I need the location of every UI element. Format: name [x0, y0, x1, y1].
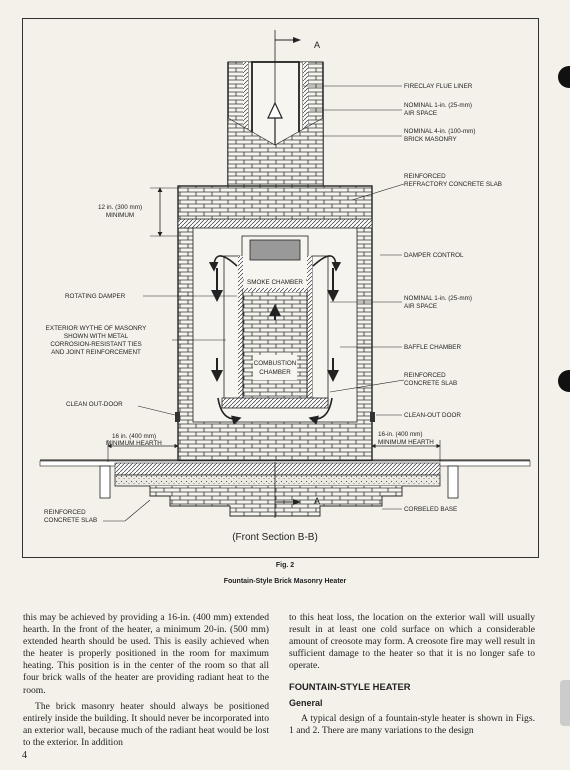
label-hearth-left-2: MINIMUM HEARTH — [106, 440, 162, 447]
paragraph: this may be achieved by providing a 16-in. (400 mm) extended hearth. In the front of the heater, a minimum 20-in. (500 mm) extended hearth should be used. This is easily achieved when the heater is properly positioned in the room for maximum heating. This position is in the center of the room so that all four brick walls of the heater are providing radiant heat to the room. — [23, 612, 269, 696]
label-corbeled-base: CORBELED BASE — [404, 506, 458, 513]
label-hearth-left-1: 16 in. (400 mm) — [112, 433, 157, 440]
label-baffle-chamber: BAFFLE CHAMBER — [404, 344, 462, 351]
section-marker-bottom-label: A — [314, 496, 321, 506]
label-concrete-slab-2: CONCRETE SLAB — [404, 380, 458, 387]
label-air-space-top-1: NOMINAL 1-in. (25-mm) — [404, 102, 472, 109]
label-hearth-right-1: 16-in. (400 mm) — [378, 431, 423, 438]
label-air-space-mid-1: NOMINAL 1-in. (25-mm) — [404, 295, 472, 302]
section-heading: FOUNTAIN-STYLE HEATER — [289, 681, 411, 693]
paragraph: A typical design of a fountain-style heater is shown in Figs. 1 and 2. There are many variations to the design — [289, 712, 535, 736]
label-min-12-2: MINIMUM — [105, 212, 135, 219]
text-column-right — [289, 612, 535, 737]
label-base-slab-2: CONCRETE SLAB — [44, 517, 98, 524]
label-combustion-2: CHAMBER — [259, 369, 291, 376]
subsection-heading: General — [289, 697, 323, 708]
paragraph: to this heat loss, the location on the exterior wall will usually result in at least one cold surface on which a considerable amount of creosote may form. A creosote fire may well result in sufficient damage to the heater so that it is no longer safe to operate. — [289, 612, 535, 672]
label-clean-out-door-right: CLEAN-OUT DOOR — [404, 412, 461, 419]
label-refractory-slab-2: REFRACTORY CONCRETE SLAB — [404, 181, 502, 188]
label-clean-out-door-left: CLEAN OUT-DOOR — [66, 401, 123, 408]
label-base-slab-1: REINFORCED — [44, 509, 86, 516]
label-wythe-1: EXTERIOR WYTHE OF MASONRY — [45, 325, 147, 332]
label-min-12-1: 12 in. (300 mm) — [97, 204, 143, 211]
paragraph: The brick masonry heater should always be positioned entirely inside the building. It should never be incorporated into an exterior wall, because much of the radiant heat would be lost to the exterior. In addition — [23, 700, 269, 748]
label-brick-masonry-1: NOMINAL 4-in. (100-mm) — [404, 128, 476, 135]
label-hearth-right-2: MINIMUM HEARTH — [378, 439, 434, 446]
label-concrete-slab-1: REINFORCED — [404, 372, 446, 379]
label-smoke-chamber: SMOKE CHAMBER — [247, 279, 303, 286]
text-column-left — [23, 612, 269, 749]
label-wythe-4: AND JOINT REINFORCEMENT — [51, 349, 141, 356]
label-damper-control: DAMPER CONTROL — [404, 252, 464, 259]
section-title: (Front Section B-B) — [232, 532, 318, 543]
figure-caption: Fountain-Style Brick Masonry Heater — [223, 578, 347, 585]
label-wythe-2: SHOWN WITH METAL — [63, 333, 129, 340]
page-tab-mark — [560, 680, 570, 726]
section-marker-top-label: A — [314, 40, 321, 50]
label-air-space-mid-2: AIR SPACE — [404, 303, 438, 310]
label-brick-masonry-2: BRICK MASONRY — [404, 136, 457, 143]
figure-number: Fig. 2 — [275, 562, 295, 569]
label-refractory-slab-1: REINFORCED — [404, 173, 446, 180]
label-rotating-damper: ROTATING DAMPER — [65, 293, 126, 300]
label-air-space-top-2: AIR SPACE — [404, 110, 438, 117]
label-flue-liner: FIRECLAY FLUE LINER — [404, 83, 473, 90]
label-wythe-3: CORROSION-RESISTANT TIES — [50, 341, 142, 348]
heater-body — [175, 186, 375, 461]
page-number: 4 — [22, 750, 27, 761]
label-combustion-1: COMBUSTION — [253, 360, 297, 367]
